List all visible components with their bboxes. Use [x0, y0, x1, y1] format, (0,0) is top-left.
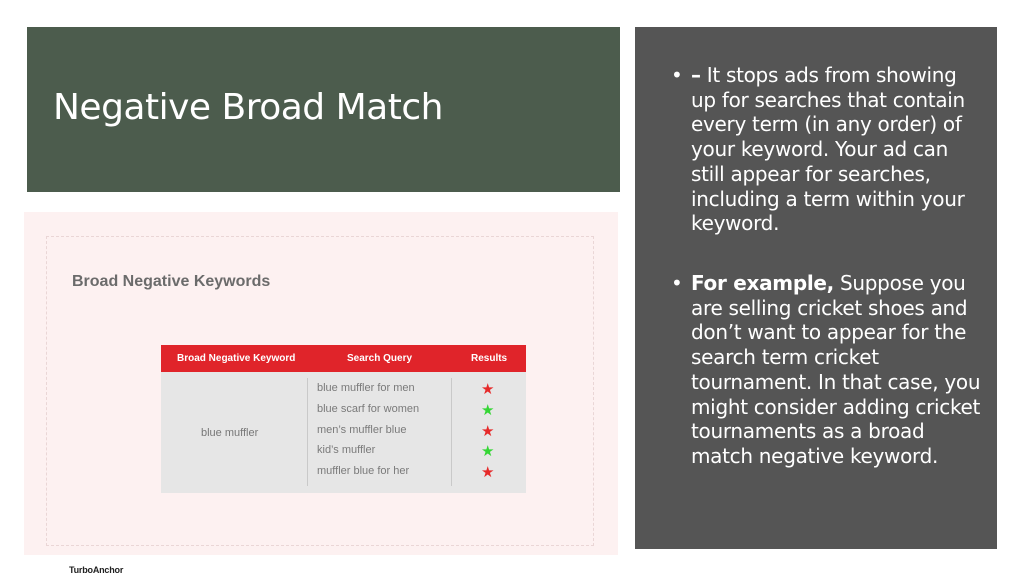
query-row: men’s muffler blue [317, 424, 407, 436]
image-heading: Broad Negative Keywords [72, 273, 271, 290]
column-divider [451, 378, 452, 486]
green-star-icon: ★ [481, 402, 495, 419]
red-star-icon: ★ [481, 381, 495, 398]
header-query: Search Query [347, 353, 413, 364]
query-row: kid’s muffler [317, 444, 376, 456]
query-row: blue muffler for men [317, 382, 415, 394]
example-image [24, 212, 618, 575]
bullet-1-text: It stops ads from showing up for searches that contain every term (in any order) of your keyword. Your ad can still appear for searches, including a term within your keyword. [691, 63, 965, 236]
slide-title: Negative Broad Match [53, 87, 443, 128]
table-header [161, 345, 526, 372]
green-star-icon: ★ [481, 443, 495, 460]
bullet-1 [691, 63, 981, 236]
red-star-icon: ★ [481, 464, 495, 481]
keyword-table [161, 345, 526, 493]
brand-logo: TurboAnchor [69, 565, 124, 575]
query-row: muffler blue for her [317, 465, 410, 477]
query-row: blue scarf for women [317, 403, 420, 415]
title-panel [27, 27, 620, 192]
bullet-1-bold: – [691, 63, 701, 87]
content-panel [635, 27, 997, 549]
negative-keyword: blue muffler [201, 427, 259, 439]
bullet-2 [691, 271, 981, 469]
header-keyword: Broad Negative Keyword [177, 353, 296, 364]
bullet-2-text: Suppose you are selling cricket shoes and don’t want to appear for the search term cricket tournament. In that case, you might consider adding cricket tournaments as a broad match negative keyword [691, 271, 981, 468]
column-divider [307, 378, 308, 486]
bullet-2-bold: For example, [691, 271, 834, 295]
red-star-icon: ★ [481, 423, 495, 440]
header-results: Results [471, 353, 508, 364]
bullet-2-end: . [932, 443, 939, 468]
image-frame [46, 236, 594, 575]
